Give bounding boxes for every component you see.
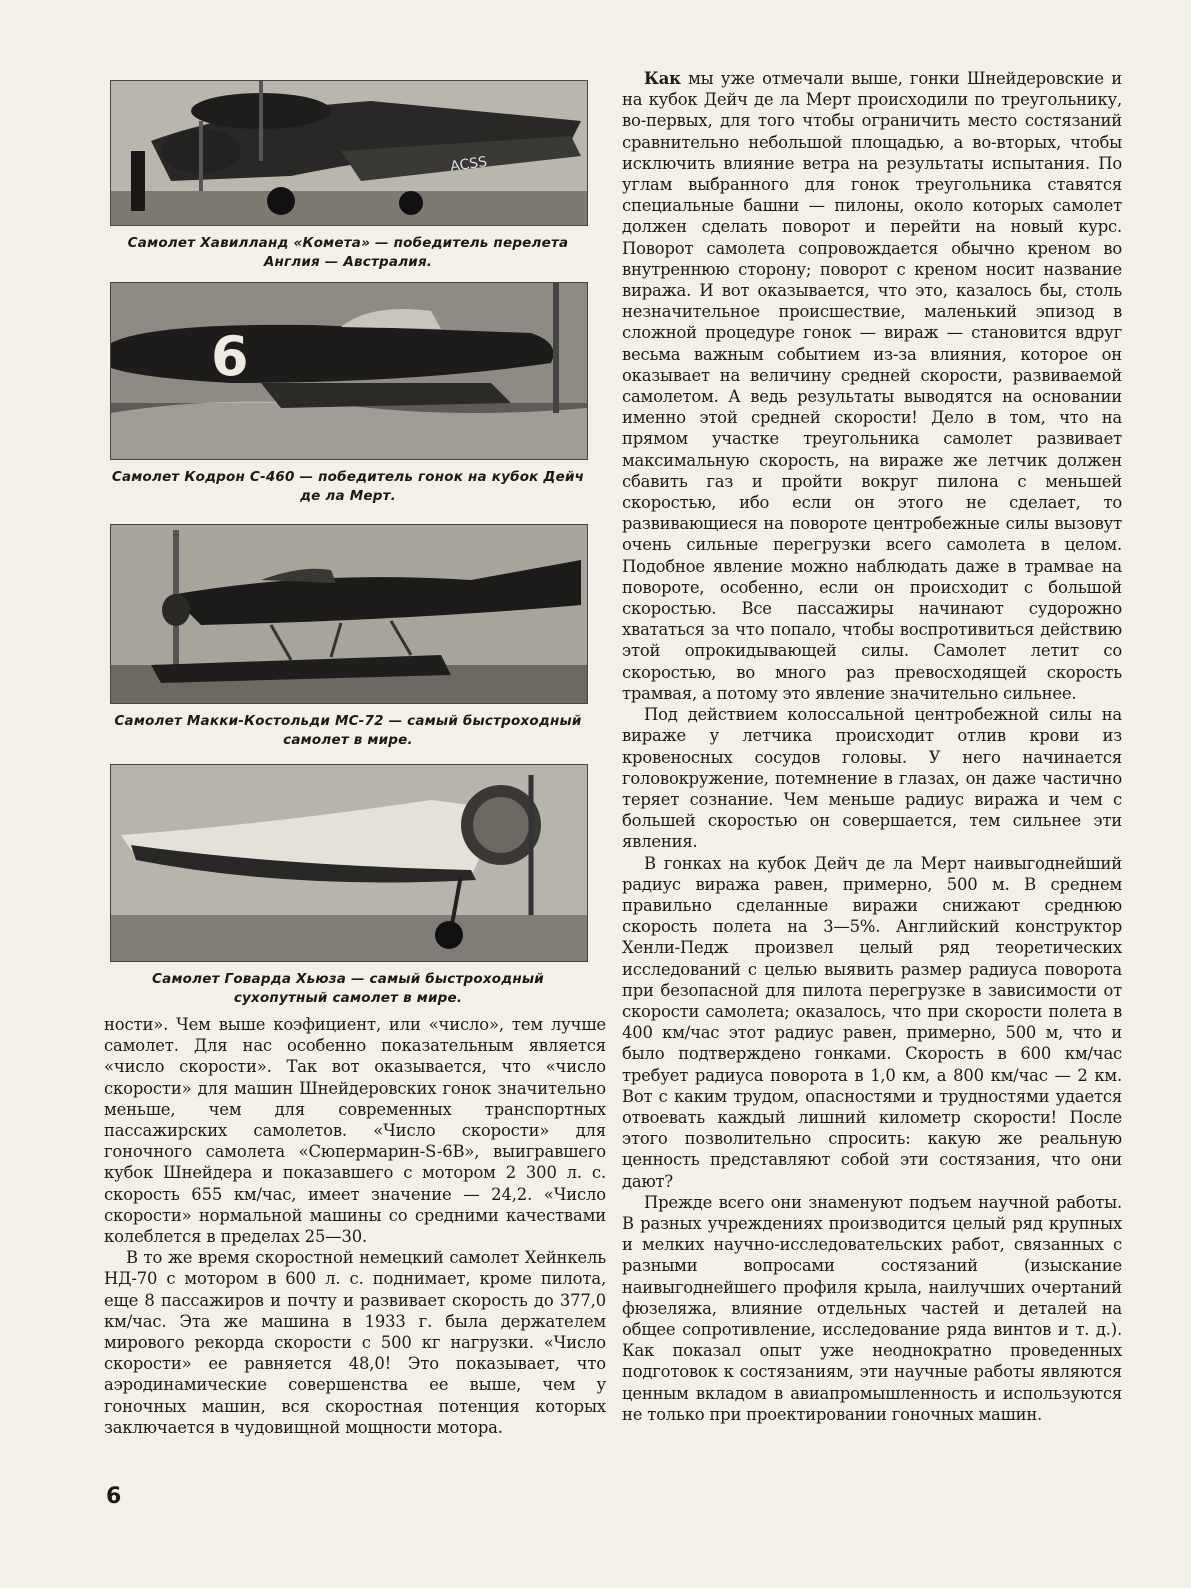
left-column-text: [104, 1014, 606, 1438]
hughes-racer-illustration: [111, 765, 587, 961]
figure-caudron: [104, 282, 592, 506]
figure-hughes: [104, 764, 592, 1008]
figure-caption: Самолет Кодрон С-460 — победитель гонок на кубок Дейч де ла Мерт.: [111, 469, 585, 504]
svg-text:ACSS: ACSS: [449, 153, 489, 175]
figure-caption: Самолет Хавилланд «Комета» — победитель перелета Англия — Австралия.: [127, 235, 569, 270]
comet-airplane-illustration: [111, 81, 587, 225]
howard-hughes-racer-photo: [110, 764, 588, 962]
paragraph: Прежде всего они знаменуют подъем научной работы. В разных учреждениях производится целый ряд крупных и мелких научно-исследовательских работ, связанных с разными вопросами состязаний (изыскание наивыгоднейшего профиля крыла, наилучших очертаний фюзеляжа, влияние отдельных частей и деталей на общее сопротивление, исследование ряда винтов и т. д.). Как показал опыт уже неоднократно проведенных подготовок к состязаниям, эти научные работы являются ценным вкладом в авиапромышленность и используются не только при проектировании гоночных машин.: [622, 1192, 1122, 1424]
right-column: [622, 68, 1122, 1425]
caudron-c460-photo: [110, 282, 588, 460]
macchi-seaplane-illustration: [111, 525, 587, 703]
paragraph: В гонках на кубок Дейч де ла Мерт наивыгоднейший радиус виража равен, примерно, 500 м. В среднем правильно сделанные виражи снижают среднюю скорость полета на 3—5%. Английский конструктор Хенли-Педж произвел целый ряд теоретических исследований с целью выявить размер радиуса поворота при безопасной для пилота перегрузке в зависимости от скорости самолета; оказалось, что при скорости полета в 400 км/час этот радиус равен, примерно, 500 м, что и было подтверждено гонками. Скорость в 600 км/час требует радиуса поворота в 1,0 км, а 800 км/час — 2 км. Вот с каким трудом, опасностями и трудностями удается отвоевать каждый лишний километр скорости! После этого позволительно спросить: какую же реальную ценность представляют собой эти состязания, что они дают?: [622, 853, 1122, 1191]
figure-macchi: [104, 524, 592, 750]
lead-word: Как: [644, 69, 681, 88]
macchi-castoldi-mc72-photo: [110, 524, 588, 704]
de-havilland-comet-photo: [110, 80, 588, 226]
figure-comet: [104, 80, 592, 272]
paragraph-first: [622, 68, 1122, 704]
paragraph: ности». Чем выше коэфициент, или «число», тем лучше самолет. Для нас особенно показательным является «число скорости». Так вот оказывается, что «число скорости» для машин Шнейдеровских гонок значительно меньше, чем для современных транспортных пассажирских самолетов. «Число скорости» для гоночного самолета «Сюпермарин-S-6B», выигравшего кубок Шнейдера и показавшего с мотором 2 300 л. с. скорость 655 км/час, имеет значение — 24,2. «Число скорости» нормальной машины со средними качествами колеблется в пределах 25—30.: [104, 1015, 606, 1247]
page-number: 6: [106, 1484, 122, 1509]
figure-caption: Самолет Говарда Хьюза — самый быстроходный сухопутный самолет в мире.: [152, 971, 544, 1006]
left-column: [104, 80, 606, 1438]
caudron-airplane-illustration: [111, 283, 587, 459]
race-number-marking: 6: [211, 325, 249, 388]
paragraph: Под действием колоссальной центробежной силы на вираже у летчика происходит отлив крови из кровеносных сосудов головы. У него начинается головокружение, потемнение в глазах, он даже частично теряет сознание. Чем меньше радиус виража и чем с большей скоростью он совершается, тем сильнее эти явления.: [622, 705, 1122, 852]
paragraph-text: мы уже отмечали выше, гонки Шнейдеровские и на кубок Дейч де ла Мерт происходили по треугольнику, во-первых, для того чтобы ограничить место состязаний сравнительно небольшой площадью, а во-вторых, чтобы исключить влияние ветра на результаты испытания. По углам выбранного для гонок треугольника ставятся специальные башни — пилоны, около которых самолет должен сделать поворот и перейти на новый курс. Поворот самолета сопровождается обычно креном во внутреннюю сторону; поворот с креном носит название виража. И вот оказывается, что это, казалось бы, столь незначительное происшествие, маленький эпизод в сложной процедуре гонок — вираж — становится вдруг весьма важным событием из-за влияния, которое он оказывает на величину средней скорости, развиваемой самолетом. А ведь результаты выводятся на основании именно этой средней скорости! Дело в том, что на прямом участке треугольника самолет развивает максимальную скорость, на вираже же летчик должен сбавить газ и пройти вокруг пилона с меньшей скоростью, ибо если он этого не сделает, то развивающиеся на повороте центробежные силы вызовут очень сильные перегрузки всего самолета в целом. Подобное явление можно наблюдать даже в трамвае на повороте, особенно, если он происходит с большой скоростью. Все пассажиры начинают судорожно хвататься за что попало, чтобы воспротивиться действию этой опрокидывающей силы. Самолет летит со скоростью, во много раз превосходящей скорость трамвая, а потому это явление значительно сильнее.: [622, 69, 1122, 703]
figure-caption: Самолет Макки-Костольди МС-72 — самый быстроходный самолет в мире.: [114, 713, 582, 748]
paragraph: В то же время скоростной немецкий самолет Хейнкель НД-70 с мотором в 600 л. с. поднимает, кроме пилота, еще 8 пассажиров и почту и развивает скорость до 377,0 км/час. Эта же машина в 1933 г. была держателем мирового рекорда скорости с 500 кг нагрузки. «Число скорости» ее равняется 48,0! Это показывает, что аэродинамические совершенства ее выше, чем у гоночных машин, вся скоростная потенция которых заключается в чудовищной мощности мотора.: [104, 1248, 606, 1437]
